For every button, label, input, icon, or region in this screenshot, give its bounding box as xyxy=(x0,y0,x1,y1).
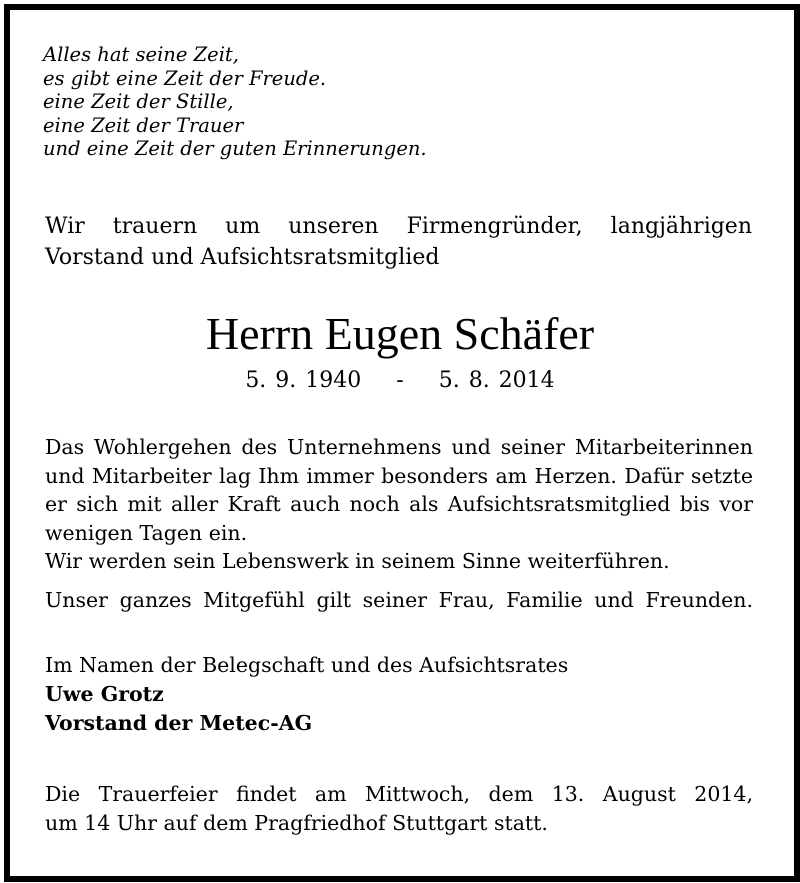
life-dates xyxy=(0,366,800,396)
tribute-line: wenigen Tagen ein. xyxy=(45,520,248,545)
tribute-line: Das Wohlergehen des Unternehmens und seiner Mitarbeiterinnen xyxy=(45,435,753,459)
tribute-paragraph xyxy=(45,433,753,576)
tribute-line: Wir werden sein Lebenswerk in seinem Sinne weiterführen. xyxy=(45,549,670,573)
poem-line: eine Zeit der Stille, xyxy=(43,90,234,113)
poem xyxy=(43,43,427,161)
intro-line: Wir trauern um unseren Firmengründer, langjährigen xyxy=(45,214,752,239)
funeral-info xyxy=(45,780,753,838)
poem-line: es gibt eine Zeit der Freude. xyxy=(43,66,327,90)
on-behalf-line: Im Namen der Belegschaft und des Aufsichtsrates xyxy=(45,653,569,677)
tribute-line: er sich mit aller Kraft auch noch als Aufsichtsratsmitglied bis vor xyxy=(45,492,753,516)
deceased-name: Herrn Eugen Schäfer xyxy=(205,308,595,359)
intro-line: Vorstand und Aufsichtsratsmitglied xyxy=(45,245,440,270)
signature-block xyxy=(45,651,568,738)
signer-title: Vorstand der Metec-AG xyxy=(45,711,313,735)
tribute-line: und Mitarbeiter lag Ihm immer besonders am Herzen. Dafür setzte xyxy=(45,463,753,488)
birth-date: 5. 9. 1940 xyxy=(245,368,362,393)
sympathy-line: Unser ganzes Mitgefühl gilt seiner Frau, Familie und Freunden. xyxy=(45,588,753,612)
poem-line: eine Zeit der Trauer xyxy=(43,113,244,137)
death-date: 5. 8. 2014 xyxy=(438,368,555,393)
poem-line: Alles hat seine Zeit, xyxy=(43,43,239,66)
funeral-line: Die Trauerfeier findet am Mittwoch, dem 13. August 2014, xyxy=(45,782,753,806)
date-separator: - xyxy=(396,368,404,393)
poem-line: und eine Zeit der guten Erinnerungen. xyxy=(43,137,427,160)
signer-name: Uwe Grotz xyxy=(45,682,164,706)
funeral-line: um 14 Uhr auf dem Pragfriedhof Stuttgart statt. xyxy=(45,811,548,835)
mourning-intro xyxy=(45,211,752,273)
